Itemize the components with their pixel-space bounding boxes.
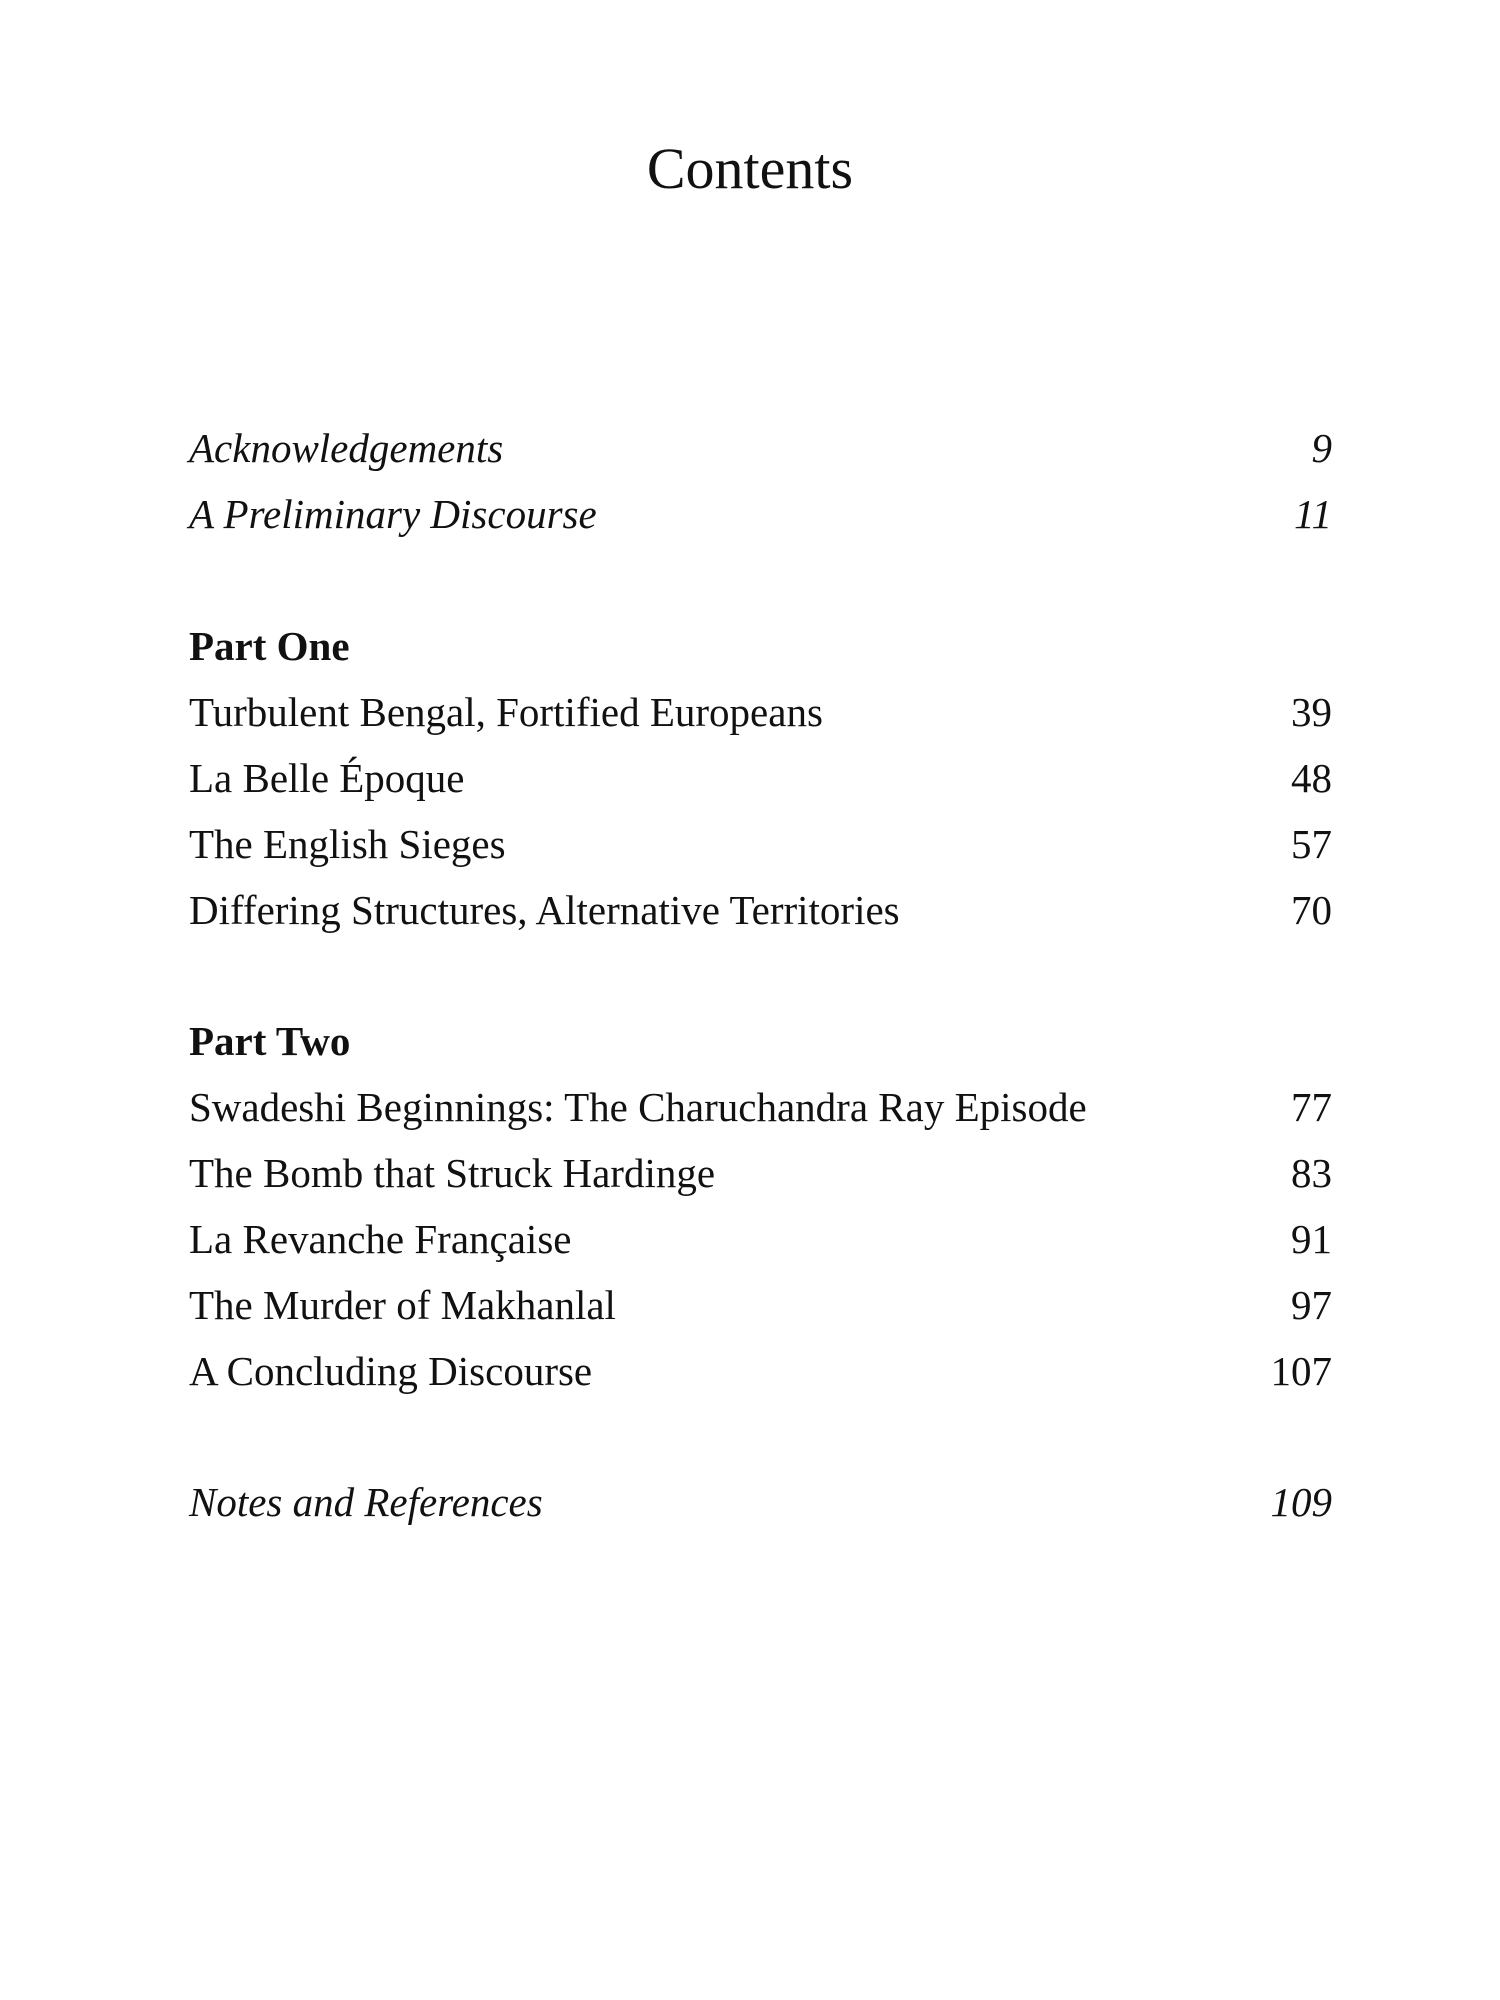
toc-entry-label: The English Sieges bbox=[189, 821, 506, 867]
toc-entry-page: 11 bbox=[1294, 491, 1332, 537]
toc-entry-label: Swadeshi Beginnings: The Charuchandra Ray Episode bbox=[189, 1084, 1087, 1130]
toc-entry bbox=[189, 1145, 1332, 1201]
toc-entry-page: 107 bbox=[1270, 1348, 1332, 1394]
toc-entry-page: 77 bbox=[1291, 1084, 1332, 1130]
toc-entry-label: Differing Structures, Alternative Territories bbox=[189, 887, 900, 933]
toc-entry-page: 109 bbox=[1270, 1479, 1332, 1525]
toc-entry-acknowledgements bbox=[189, 420, 1332, 476]
toc-entry-page: 39 bbox=[1291, 689, 1332, 735]
toc-entry bbox=[189, 816, 1332, 872]
toc-entry-preliminary-discourse bbox=[189, 486, 1332, 542]
toc-entry-label: Turbulent Bengal, Fortified Europeans bbox=[189, 689, 823, 735]
toc-entry-notes-and-references bbox=[189, 1474, 1332, 1530]
toc-entry bbox=[189, 1079, 1332, 1135]
toc-entry bbox=[189, 882, 1332, 938]
toc-entry-label: A Preliminary Discourse bbox=[189, 491, 597, 537]
toc-entry bbox=[189, 1343, 1332, 1399]
toc-entry-label: The Murder of Makhanlal bbox=[189, 1282, 616, 1328]
toc-entry-page: 91 bbox=[1291, 1216, 1332, 1262]
toc-entry-page: 70 bbox=[1291, 887, 1332, 933]
toc-entry-page: 97 bbox=[1291, 1282, 1332, 1328]
toc-entry-page: 57 bbox=[1291, 821, 1332, 867]
toc-entry-label: La Belle Époque bbox=[189, 755, 465, 801]
toc-entry bbox=[189, 684, 1332, 740]
toc-entry-label: Notes and References bbox=[189, 1479, 543, 1525]
toc-entry bbox=[189, 1211, 1332, 1267]
toc-entry-label: The Bomb that Struck Hardinge bbox=[189, 1150, 716, 1196]
part-one-heading: Part One bbox=[189, 623, 350, 669]
toc-entry bbox=[189, 1277, 1332, 1333]
toc-entry-page: 9 bbox=[1311, 425, 1332, 471]
page-title: Contents bbox=[646, 136, 854, 201]
toc-entry-label: A Concluding Discourse bbox=[189, 1348, 593, 1394]
toc-entry bbox=[189, 750, 1332, 806]
toc-entry-label: Acknowledgements bbox=[189, 425, 504, 471]
toc-entry-page: 48 bbox=[1291, 755, 1332, 801]
toc-entry-page: 83 bbox=[1291, 1150, 1332, 1196]
part-two-heading: Part Two bbox=[189, 1018, 351, 1064]
toc-entry-label: La Revanche Française bbox=[189, 1216, 572, 1262]
